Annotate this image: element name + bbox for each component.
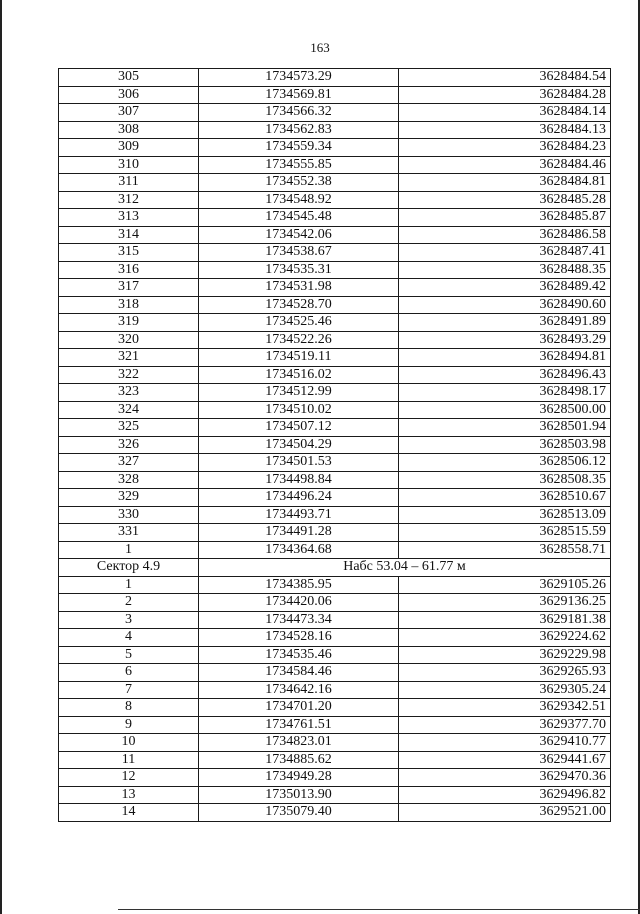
table-row: [59, 86, 611, 104]
table-row: [59, 681, 611, 699]
table-row: [59, 69, 611, 87]
y-coordinate-cell: 3629496.82: [399, 786, 611, 804]
x-coordinate-cell: 1734569.81: [199, 86, 399, 104]
x-coordinate-cell: 1734701.20: [199, 699, 399, 717]
table-row: [59, 471, 611, 489]
y-coordinate-cell: 3629305.24: [399, 681, 611, 699]
table-row: [59, 209, 611, 227]
point-number-cell: 1: [59, 576, 199, 594]
sector-label: Сектор 4.9: [59, 559, 199, 577]
x-coordinate-cell: 1734525.46: [199, 314, 399, 332]
point-number-cell: 306: [59, 86, 199, 104]
point-number-cell: 323: [59, 384, 199, 402]
point-number-cell: 14: [59, 804, 199, 822]
table-row: [59, 279, 611, 297]
table-row: [59, 541, 611, 559]
table-row: [59, 296, 611, 314]
x-coordinate-cell: 1734364.68: [199, 541, 399, 559]
table-row: [59, 699, 611, 717]
table-row: [59, 419, 611, 437]
y-coordinate-cell: 3629105.26: [399, 576, 611, 594]
scan-bottom-edge: [118, 909, 640, 910]
coordinates-table-body: [59, 69, 611, 822]
x-coordinate-cell: 1734584.46: [199, 664, 399, 682]
point-number-cell: 327: [59, 454, 199, 472]
scan-left-edge: [0, 0, 2, 914]
x-coordinate-cell: 1734516.02: [199, 366, 399, 384]
table-row: [59, 629, 611, 647]
x-coordinate-cell: 1734566.32: [199, 104, 399, 122]
table-row: [59, 191, 611, 209]
point-number-cell: 312: [59, 191, 199, 209]
x-coordinate-cell: 1734510.02: [199, 401, 399, 419]
table-row: [59, 769, 611, 787]
point-number-cell: 10: [59, 734, 199, 752]
y-coordinate-cell: 3628486.58: [399, 226, 611, 244]
x-coordinate-cell: 1734642.16: [199, 681, 399, 699]
y-coordinate-cell: 3628515.59: [399, 524, 611, 542]
table-row: [59, 139, 611, 157]
point-number-cell: 319: [59, 314, 199, 332]
table-row: [59, 156, 611, 174]
point-number-cell: 324: [59, 401, 199, 419]
x-coordinate-cell: 1734420.06: [199, 594, 399, 612]
y-coordinate-cell: 3629265.93: [399, 664, 611, 682]
y-coordinate-cell: 3628484.23: [399, 139, 611, 157]
table-row: [59, 804, 611, 822]
point-number-cell: 8: [59, 699, 199, 717]
x-coordinate-cell: 1734498.84: [199, 471, 399, 489]
x-coordinate-cell: 1735013.90: [199, 786, 399, 804]
table-row: [59, 786, 611, 804]
x-coordinate-cell: 1734559.34: [199, 139, 399, 157]
table-row: [59, 716, 611, 734]
y-coordinate-cell: 3628506.12: [399, 454, 611, 472]
table-row: [59, 401, 611, 419]
x-coordinate-cell: 1734573.29: [199, 69, 399, 87]
x-coordinate-cell: 1734949.28: [199, 769, 399, 787]
y-coordinate-cell: 3629470.36: [399, 769, 611, 787]
x-coordinate-cell: 1734542.06: [199, 226, 399, 244]
y-coordinate-cell: 3629377.70: [399, 716, 611, 734]
y-coordinate-cell: 3629342.51: [399, 699, 611, 717]
point-number-cell: 315: [59, 244, 199, 262]
table-row: [59, 314, 611, 332]
y-coordinate-cell: 3628508.35: [399, 471, 611, 489]
point-number-cell: 330: [59, 506, 199, 524]
sector-header-row: [59, 559, 611, 577]
point-number-cell: 6: [59, 664, 199, 682]
table-row: [59, 436, 611, 454]
table-row: [59, 226, 611, 244]
y-coordinate-cell: 3629441.67: [399, 751, 611, 769]
point-number-cell: 309: [59, 139, 199, 157]
point-number-cell: 2: [59, 594, 199, 612]
y-coordinate-cell: 3628484.81: [399, 174, 611, 192]
x-coordinate-cell: 1734761.51: [199, 716, 399, 734]
point-number-cell: 11: [59, 751, 199, 769]
y-coordinate-cell: 3628498.17: [399, 384, 611, 402]
y-coordinate-cell: 3628484.28: [399, 86, 611, 104]
table-row: [59, 366, 611, 384]
table-row: [59, 611, 611, 629]
y-coordinate-cell: 3629181.38: [399, 611, 611, 629]
table-row: [59, 261, 611, 279]
x-coordinate-cell: 1735079.40: [199, 804, 399, 822]
table-row: [59, 734, 611, 752]
table-row: [59, 506, 611, 524]
point-number-cell: 308: [59, 121, 199, 139]
y-coordinate-cell: 3628491.89: [399, 314, 611, 332]
point-number-cell: 325: [59, 419, 199, 437]
x-coordinate-cell: 1734535.46: [199, 646, 399, 664]
point-number-cell: 5: [59, 646, 199, 664]
y-coordinate-cell: 3628488.35: [399, 261, 611, 279]
x-coordinate-cell: 1734552.38: [199, 174, 399, 192]
x-coordinate-cell: 1734528.16: [199, 629, 399, 647]
y-coordinate-cell: 3629136.25: [399, 594, 611, 612]
table-row: [59, 454, 611, 472]
table-row: [59, 121, 611, 139]
table-row: [59, 384, 611, 402]
x-coordinate-cell: 1734535.31: [199, 261, 399, 279]
x-coordinate-cell: 1734528.70: [199, 296, 399, 314]
y-coordinate-cell: 3628558.71: [399, 541, 611, 559]
table-row: [59, 331, 611, 349]
x-coordinate-cell: 1734507.12: [199, 419, 399, 437]
y-coordinate-cell: 3629410.77: [399, 734, 611, 752]
table-row: [59, 664, 611, 682]
y-coordinate-cell: 3628485.28: [399, 191, 611, 209]
y-coordinate-cell: 3628489.42: [399, 279, 611, 297]
point-number-cell: 322: [59, 366, 199, 384]
x-coordinate-cell: 1734522.26: [199, 331, 399, 349]
point-number-cell: 314: [59, 226, 199, 244]
y-coordinate-cell: 3629224.62: [399, 629, 611, 647]
point-number-cell: 7: [59, 681, 199, 699]
table-row: [59, 576, 611, 594]
point-number-cell: 311: [59, 174, 199, 192]
point-number-cell: 4: [59, 629, 199, 647]
point-number-cell: 329: [59, 489, 199, 507]
y-coordinate-cell: 3628484.54: [399, 69, 611, 87]
y-coordinate-cell: 3628484.46: [399, 156, 611, 174]
sector-elevation-info: Набс 53.04 – 61.77 м: [199, 559, 611, 577]
table-row: [59, 489, 611, 507]
y-coordinate-cell: 3629229.98: [399, 646, 611, 664]
x-coordinate-cell: 1734885.62: [199, 751, 399, 769]
y-coordinate-cell: 3628510.67: [399, 489, 611, 507]
point-number-cell: 331: [59, 524, 199, 542]
table-row: [59, 349, 611, 367]
point-number-cell: 326: [59, 436, 199, 454]
x-coordinate-cell: 1734823.01: [199, 734, 399, 752]
table-row: [59, 594, 611, 612]
table-row: [59, 751, 611, 769]
x-coordinate-cell: 1734496.24: [199, 489, 399, 507]
y-coordinate-cell: 3628490.60: [399, 296, 611, 314]
x-coordinate-cell: 1734555.85: [199, 156, 399, 174]
x-coordinate-cell: 1734512.99: [199, 384, 399, 402]
y-coordinate-cell: 3628496.43: [399, 366, 611, 384]
y-coordinate-cell: 3628493.29: [399, 331, 611, 349]
y-coordinate-cell: 3628500.00: [399, 401, 611, 419]
x-coordinate-cell: 1734545.48: [199, 209, 399, 227]
y-coordinate-cell: 3628485.87: [399, 209, 611, 227]
x-coordinate-cell: 1734531.98: [199, 279, 399, 297]
x-coordinate-cell: 1734491.28: [199, 524, 399, 542]
y-coordinate-cell: 3628494.81: [399, 349, 611, 367]
x-coordinate-cell: 1734501.53: [199, 454, 399, 472]
table-row: [59, 104, 611, 122]
point-number-cell: 307: [59, 104, 199, 122]
point-number-cell: 318: [59, 296, 199, 314]
point-number-cell: 12: [59, 769, 199, 787]
y-coordinate-cell: 3628484.13: [399, 121, 611, 139]
point-number-cell: 305: [59, 69, 199, 87]
point-number-cell: 316: [59, 261, 199, 279]
x-coordinate-cell: 1734385.95: [199, 576, 399, 594]
point-number-cell: 320: [59, 331, 199, 349]
x-coordinate-cell: 1734519.11: [199, 349, 399, 367]
x-coordinate-cell: 1734562.83: [199, 121, 399, 139]
x-coordinate-cell: 1734493.71: [199, 506, 399, 524]
y-coordinate-cell: 3628501.94: [399, 419, 611, 437]
table-row: [59, 174, 611, 192]
point-number-cell: 1: [59, 541, 199, 559]
y-coordinate-cell: 3628487.41: [399, 244, 611, 262]
point-number-cell: 313: [59, 209, 199, 227]
point-number-cell: 317: [59, 279, 199, 297]
x-coordinate-cell: 1734473.34: [199, 611, 399, 629]
y-coordinate-cell: 3629521.00: [399, 804, 611, 822]
x-coordinate-cell: 1734548.92: [199, 191, 399, 209]
table-row: [59, 646, 611, 664]
point-number-cell: 9: [59, 716, 199, 734]
point-number-cell: 328: [59, 471, 199, 489]
table-row: [59, 244, 611, 262]
x-coordinate-cell: 1734504.29: [199, 436, 399, 454]
table-row: [59, 524, 611, 542]
y-coordinate-cell: 3628503.98: [399, 436, 611, 454]
point-number-cell: 310: [59, 156, 199, 174]
y-coordinate-cell: 3628513.09: [399, 506, 611, 524]
y-coordinate-cell: 3628484.14: [399, 104, 611, 122]
x-coordinate-cell: 1734538.67: [199, 244, 399, 262]
point-number-cell: 13: [59, 786, 199, 804]
point-number-cell: 321: [59, 349, 199, 367]
coordinates-table: [58, 68, 611, 822]
page-number: 163: [310, 40, 330, 55]
point-number-cell: 3: [59, 611, 199, 629]
